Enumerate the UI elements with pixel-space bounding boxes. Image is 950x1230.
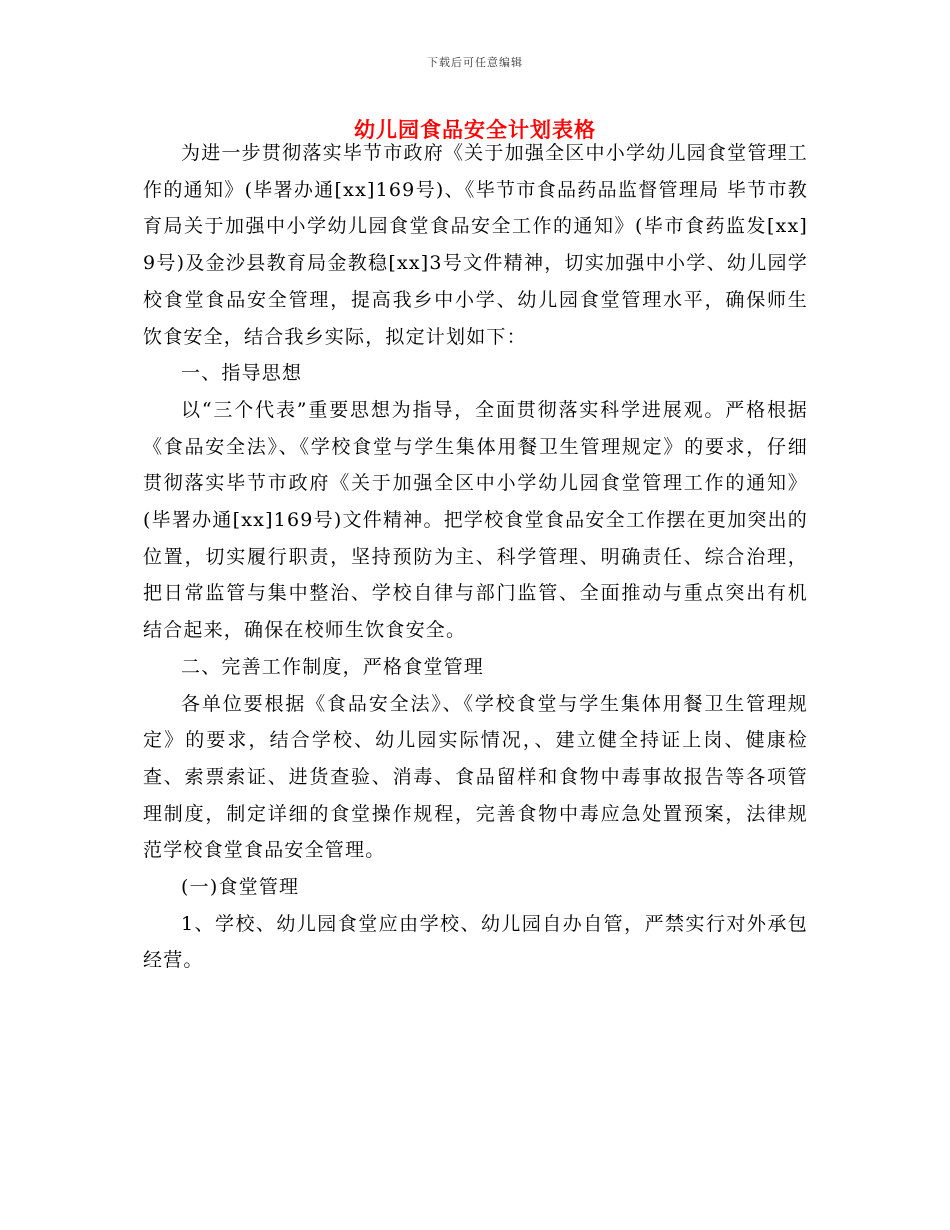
section-heading-guiding-ideology: 一、指导思想 bbox=[181, 362, 303, 385]
paragraph-intro: 为进一步贯彻落实毕节市政府《关于加强全区中小学幼儿园食堂管理工作的通知》(毕署办通[xx]169号)、《毕节市食品药品监督管理局 毕节市教育局关于加强中小学幼儿园食堂食品安全工作的通知》(毕市食药监发[xx]9号)及金沙县教育局金教稳[xx]3号文件精神，切实加强中小学、幼儿园学校食堂食品安全管理，提高我乡中小学、幼儿园食堂管理水平，确保师生饮食安全，结合我乡实际，拟定计划如下： bbox=[143, 142, 808, 348]
paragraph-guiding-ideology: 以“三个代表”重要思想为指导，全面贯彻落实科学进展观。严格根据《食品安全法》、《学校食堂与学生集体用餐卫生管理规定》的要求，仔细贯彻落实毕节市政府《关于加强全区中小学幼儿园食堂管理工作的通知》(毕署办通[xx]169号)文件精神。把学校食堂食品安全工作摆在更加突出的位置，切实履行职责，坚持预防为主、科学管理、明确责任、综合治理，把日常监管与集中整治、学校自律与部门监管、全面推动与重点突出有机结合起来，确保在校师生饮食安全。 bbox=[143, 398, 808, 642]
paragraph-canteen-item-1: 1、学校、幼儿园食堂应由学校、幼儿园自办自管，严禁实行对外承包经营。 bbox=[143, 912, 808, 972]
paragraph-work-system: 各单位要根据《食品安全法》、《学校食堂与学生集体用餐卫生管理规定》的要求，结合学校、幼儿园实际情况，、建立健全持证上岗、健康检查、索票索证、进货查验、消毒、食品留样和食物中毒事故报告等各项管理制度，制定详细的食堂操作规程，完善食物中毒应急处置预案，法律规范学校食堂食品安全管理。 bbox=[143, 692, 808, 862]
header-note: 下载后可任意编辑 bbox=[427, 56, 523, 69]
section-heading-work-system: 二、完善工作制度，严格食堂管理 bbox=[181, 655, 485, 678]
subsection-heading-canteen-management: (一)食堂管理 bbox=[181, 876, 300, 899]
document-title: 幼儿园食品安全计划表格 bbox=[354, 117, 596, 142]
document-body bbox=[143, 135, 808, 979]
